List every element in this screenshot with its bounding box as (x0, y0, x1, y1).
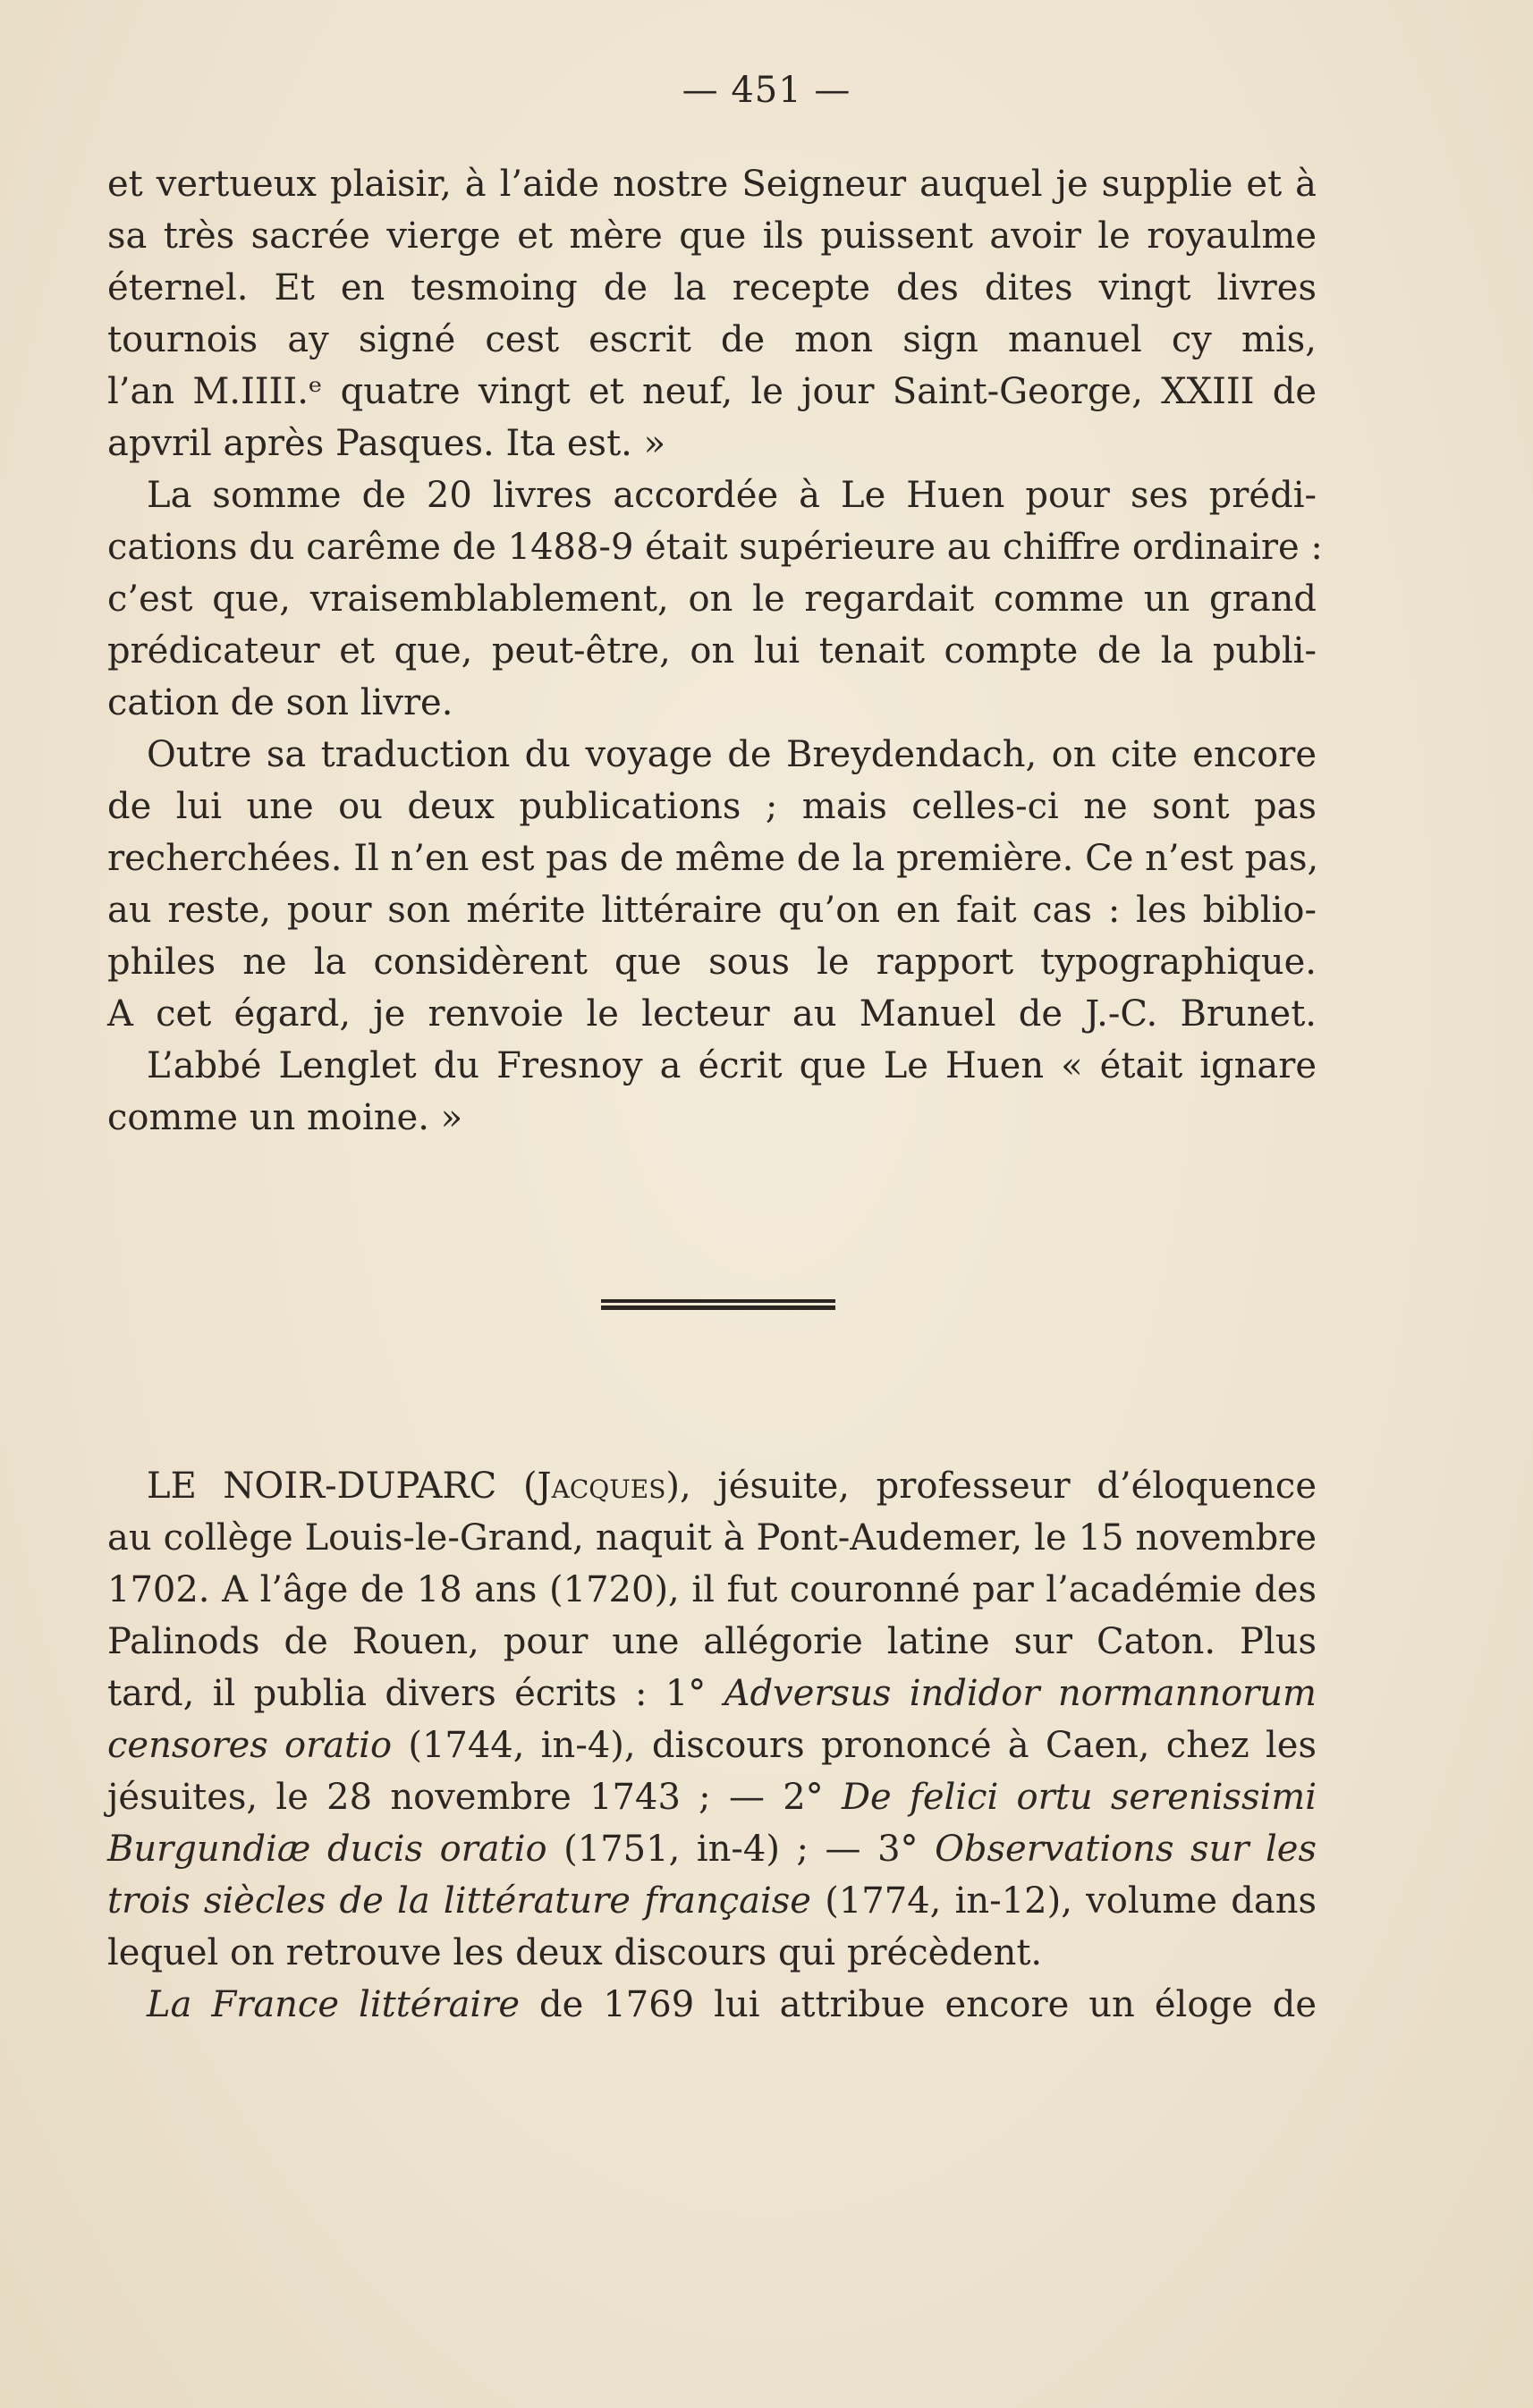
text-line: au collège Louis-le-Grand, naquit à Pont-Audemer, le 15 novembre (107, 1517, 1317, 1559)
entry-name: LE NOIR-DUPARC (147, 1466, 523, 1507)
text-line: tard, il publia divers écrits : 1° Adversus indidor normannorum (107, 1673, 1317, 1714)
entry-given-name: (Jacques) (522, 1466, 681, 1507)
text-line: l’an M.IIII.ᵉ quatre vingt et neuf, le jour Saint-George, XXIII de (107, 371, 1317, 412)
text-line: au reste, pour son mérite littéraire qu’on en fait cas : les biblio- (107, 890, 1317, 931)
text-line: et vertueux plaisir, à l’aide nostre Seigneur auquel je supplie et à (107, 164, 1317, 205)
text-line: tournois ay signé cest escrit de mon sign manuel cy mis, (107, 319, 1317, 360)
text-line: sa très sacrée vierge et mère que ils puissent avoir le royaulme (107, 215, 1317, 257)
section-le-huen (107, 158, 1323, 1144)
text-line: trois siècles de la littérature française (1774, in-12), volume dans (107, 1880, 1317, 1922)
section-le-noir-duparc (107, 1460, 1317, 2031)
text-line: recherchées. Il n’en est pas de même de la première. Ce n’est pas, (107, 838, 1319, 879)
page-number: — 451 — (682, 70, 851, 111)
work-title: censores oratio (107, 1725, 393, 1766)
text-line: de lui une ou deux publications ; mais celles-ci ne sont pas (107, 786, 1317, 827)
text-line: La somme de 20 livres accordée à Le Huen pour ses prédi- (147, 475, 1317, 516)
text-line: cations du carême de 1488-9 était supérieure au chiffre ordinaire : (107, 527, 1323, 568)
text-line: L’abbé Lenglet du Fresnoy a écrit que Le Huen « était ignare (147, 1045, 1317, 1086)
text-line: censores oratio (1744, in-4), discours prononcé à Caen, chez les (107, 1725, 1317, 1766)
text-line: philes ne la considèrent que sous le rapport typographique. (107, 942, 1317, 983)
work-title: Burgundiæ ducis oratio (107, 1829, 547, 1870)
work-title: La France littéraire (147, 1984, 520, 2025)
text-line: Burgundiæ ducis oratio (1751, in-4) ; — 3° Observations sur les (107, 1829, 1317, 1870)
work-title: Adversus indidor normannorum (724, 1673, 1317, 1714)
text-line: La France littéraire de 1769 lui attribue encore un éloge de (147, 1984, 1317, 2025)
text-line: Palinods de Rouen, pour une allégorie latine sur Caton. Plus (107, 1621, 1317, 1662)
work-title: Observations sur les (935, 1829, 1317, 1870)
text-line: A cet égard, je renvoie le lecteur au Manuel de J.-C. Brunet. (107, 993, 1317, 1035)
work-title: De felici ortu serenissimi (841, 1777, 1317, 1818)
text-line: prédicateur et que, peut-être, on lui tenait compte de la publi- (107, 630, 1317, 672)
text-line: cation de son livre. (107, 682, 453, 723)
text-line: 1702. A l’âge de 18 ans (1720), il fut couronné par l’académie des (107, 1569, 1317, 1610)
text-line: jésuites, le 28 novembre 1743 ; — 2° De felici ortu serenissimi (107, 1777, 1317, 1818)
section-divider (601, 1299, 835, 1310)
text-line: comme un moine. » (107, 1097, 463, 1138)
work-title: trois siècles de la littérature française (107, 1880, 811, 1922)
text-line: éternel. Et en tesmoing de la recepte des dites vingt livres (107, 267, 1317, 308)
entry-heading-line: LE NOIR-DUPARC (Jacques), jésuite, professeur d’éloquence (147, 1466, 1317, 1507)
text-line: Outre sa traduction du voyage de Breydendach, on cite encore (147, 734, 1317, 775)
text-line: apvril après Pasques. Ita est. » (107, 423, 666, 464)
text-line: lequel on retrouve les deux discours qui précèdent. (107, 1932, 1043, 1973)
text-line: c’est que, vraisemblablement, on le regardait comme un grand (107, 579, 1317, 620)
